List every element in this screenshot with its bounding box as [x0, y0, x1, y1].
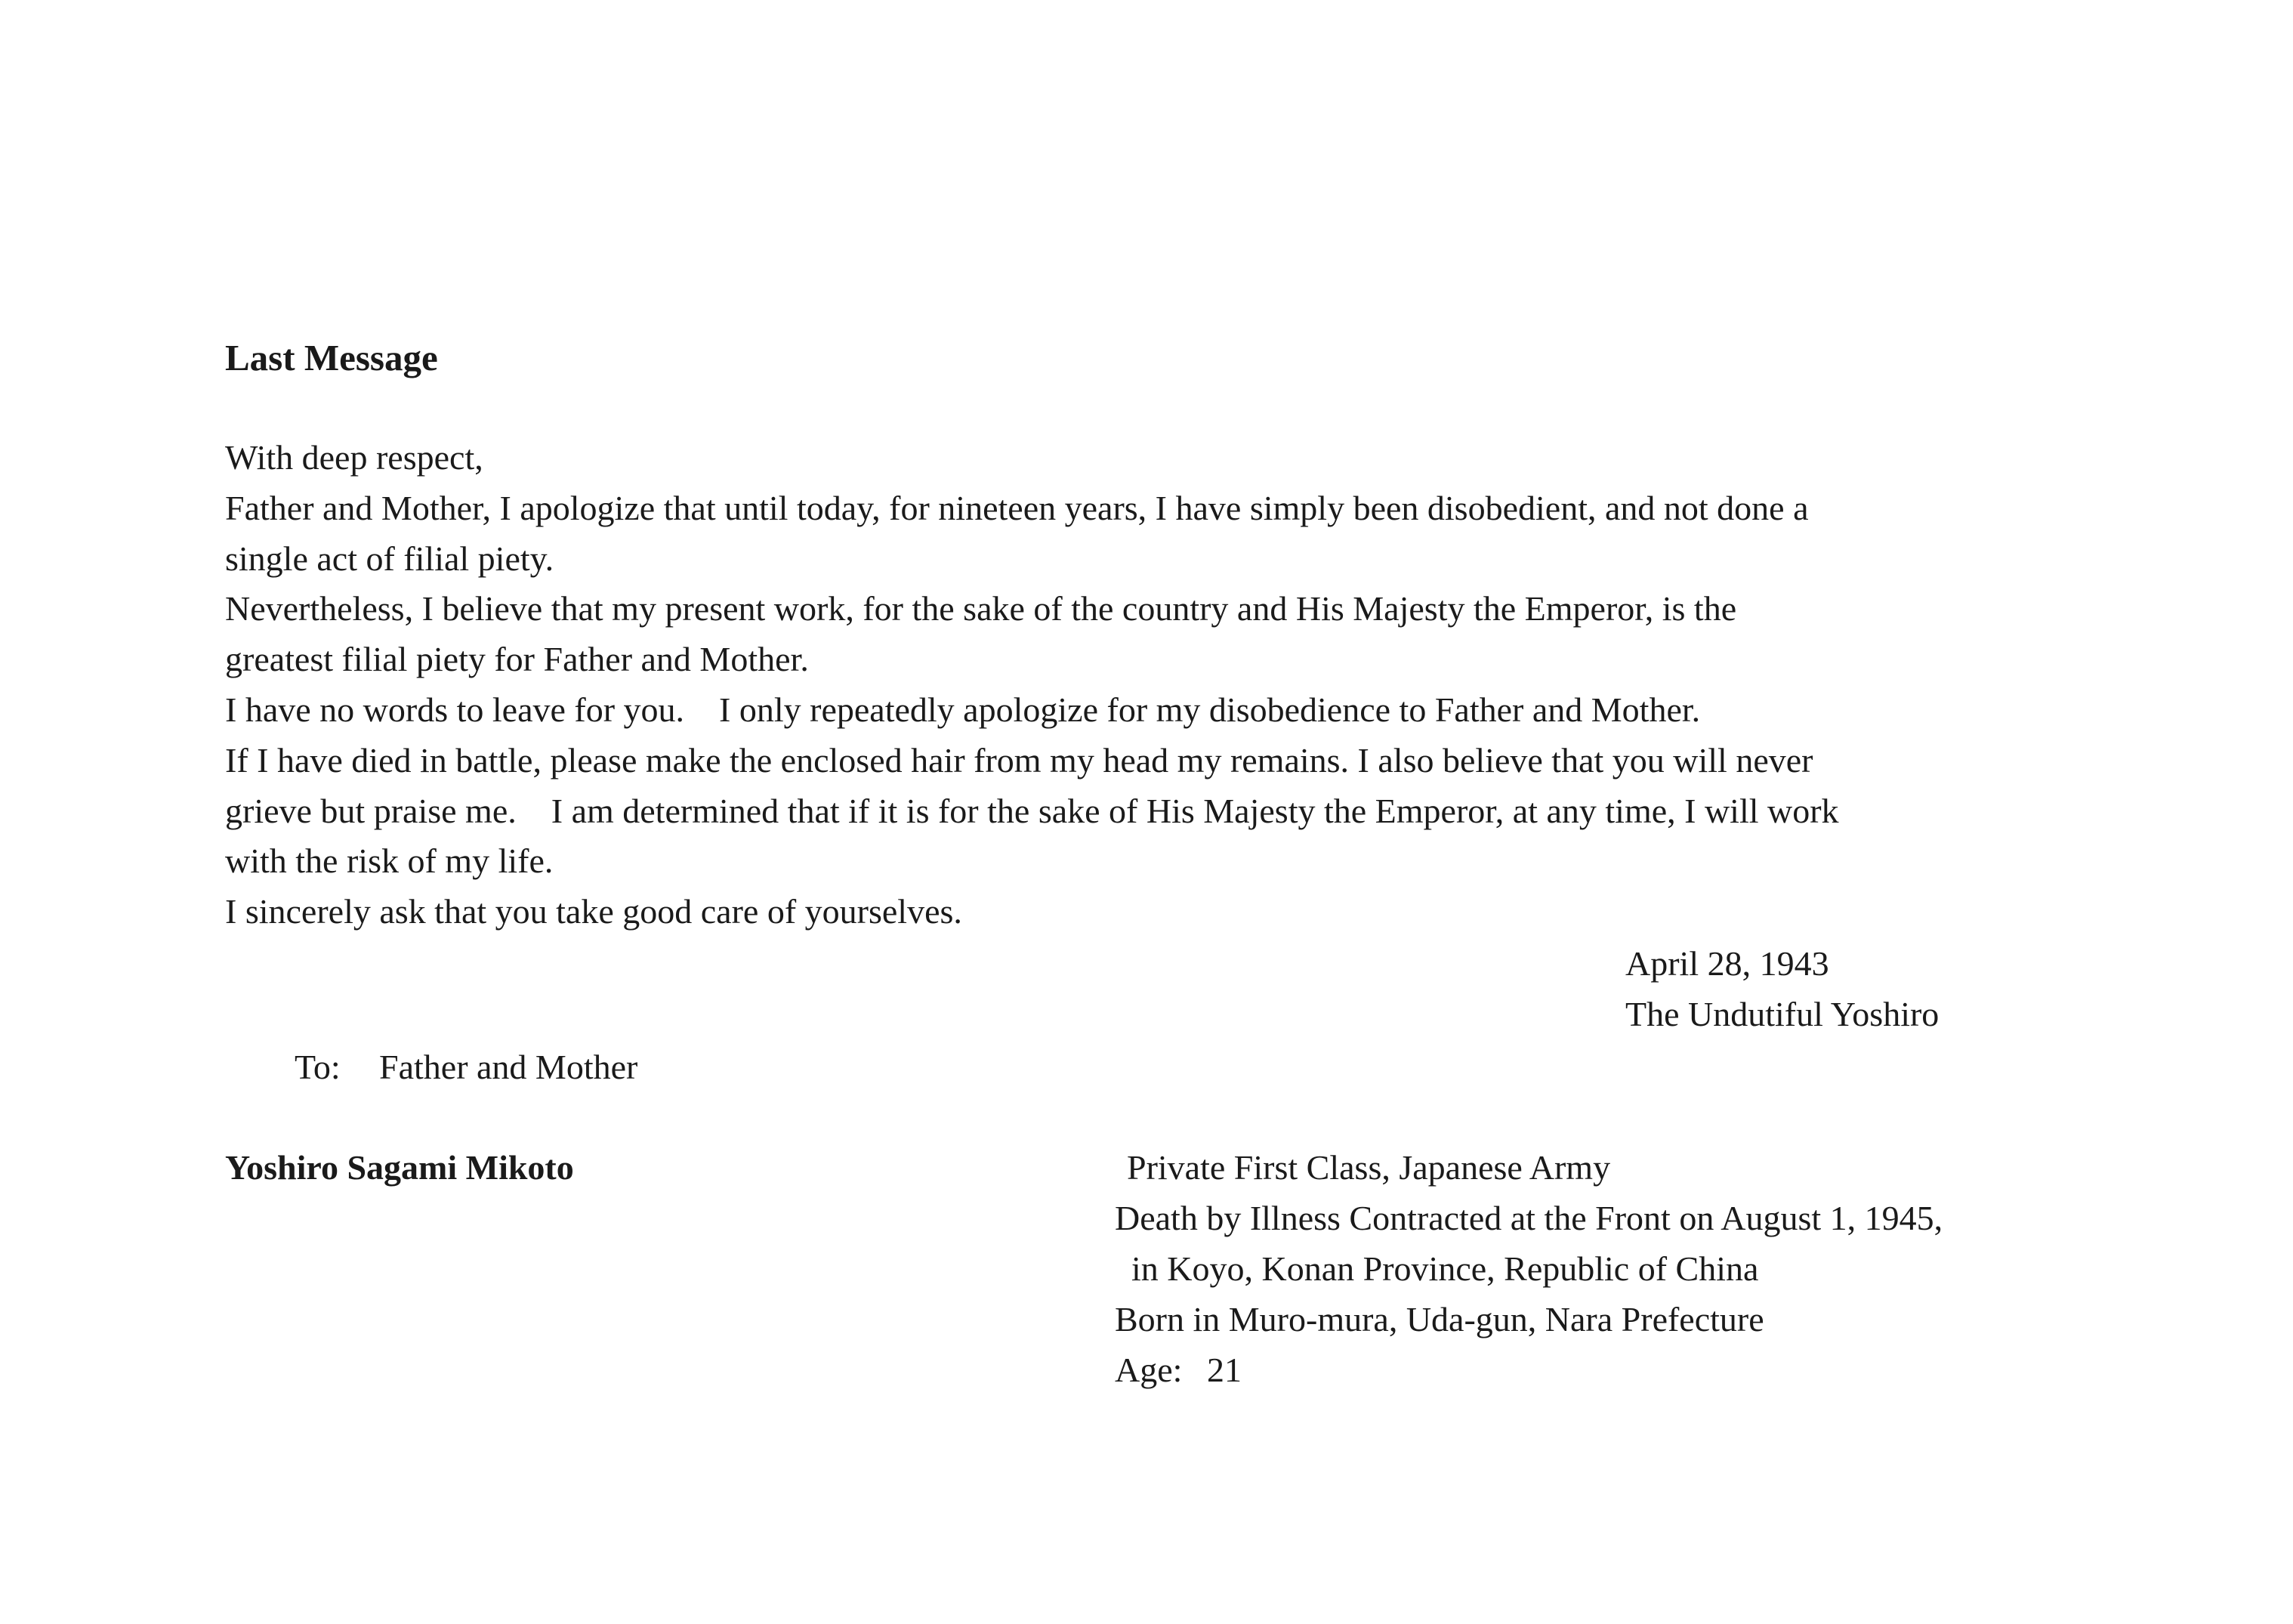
letter-signature: The Undutiful Yoshiro [1625, 995, 1940, 1033]
greeting-line: With deep respect, [225, 438, 483, 477]
paragraph-4-line-2: grieve but praise me. I am determined that if it is for the sake of His Majesty the Emperor, at any time, I will work [225, 791, 1839, 830]
paragraph-5: I sincerely ask that you take good care of yourselves. [225, 892, 962, 931]
paragraph-2-line-1: Nevertheless, I believe that my present work, for the sake of the country and His Majesty the Emperor, is the [225, 589, 1737, 628]
recipient-value: Father and Mother [379, 1048, 638, 1086]
letter-date: April 28, 1943 [1625, 944, 1829, 983]
profile-death-place: in Koyo, Konan Province, Republic of China [1131, 1249, 1759, 1288]
signoff-block [1625, 938, 1939, 1039]
paragraph-4-line-3: with the risk of my life. [225, 841, 554, 881]
recipient-line [295, 1042, 637, 1092]
paragraph-1-line-1: Father and Mother, I apologize that until today, for nineteen years, I have simply been disobedient, and not done a [225, 488, 1809, 527]
paragraph-2-line-2: greatest filial piety for Father and Mother. [225, 640, 809, 679]
paragraph-1-line-2: single act of filial piety. [225, 539, 554, 578]
profile-rank: Private First Class, Japanese Army [1127, 1148, 1611, 1187]
profile-death: Death by Illness Contracted at the Front on August 1, 1945, [1115, 1199, 1943, 1237]
profile-details [1115, 1142, 1943, 1395]
document-title: Last Message [225, 337, 438, 378]
person-name: Yoshiro Sagami Mikoto [225, 1148, 574, 1187]
letter-body [225, 433, 2095, 937]
age-label: Age: [1115, 1351, 1183, 1389]
recipient-label: To: [295, 1048, 341, 1086]
paragraph-4-line-1: If I have died in battle, please make the enclosed hair from my head my remains. I also believe that you will never [225, 740, 1813, 780]
paragraph-3: I have no words to leave for you. I only repeatedly apologize for my disobedience to Father and Mother. [225, 690, 1701, 729]
profile-birthplace: Born in Muro-mura, Uda-gun, Nara Prefecture [1115, 1300, 1764, 1338]
age-value: 21 [1207, 1351, 1242, 1389]
profile-age [1115, 1345, 1943, 1395]
